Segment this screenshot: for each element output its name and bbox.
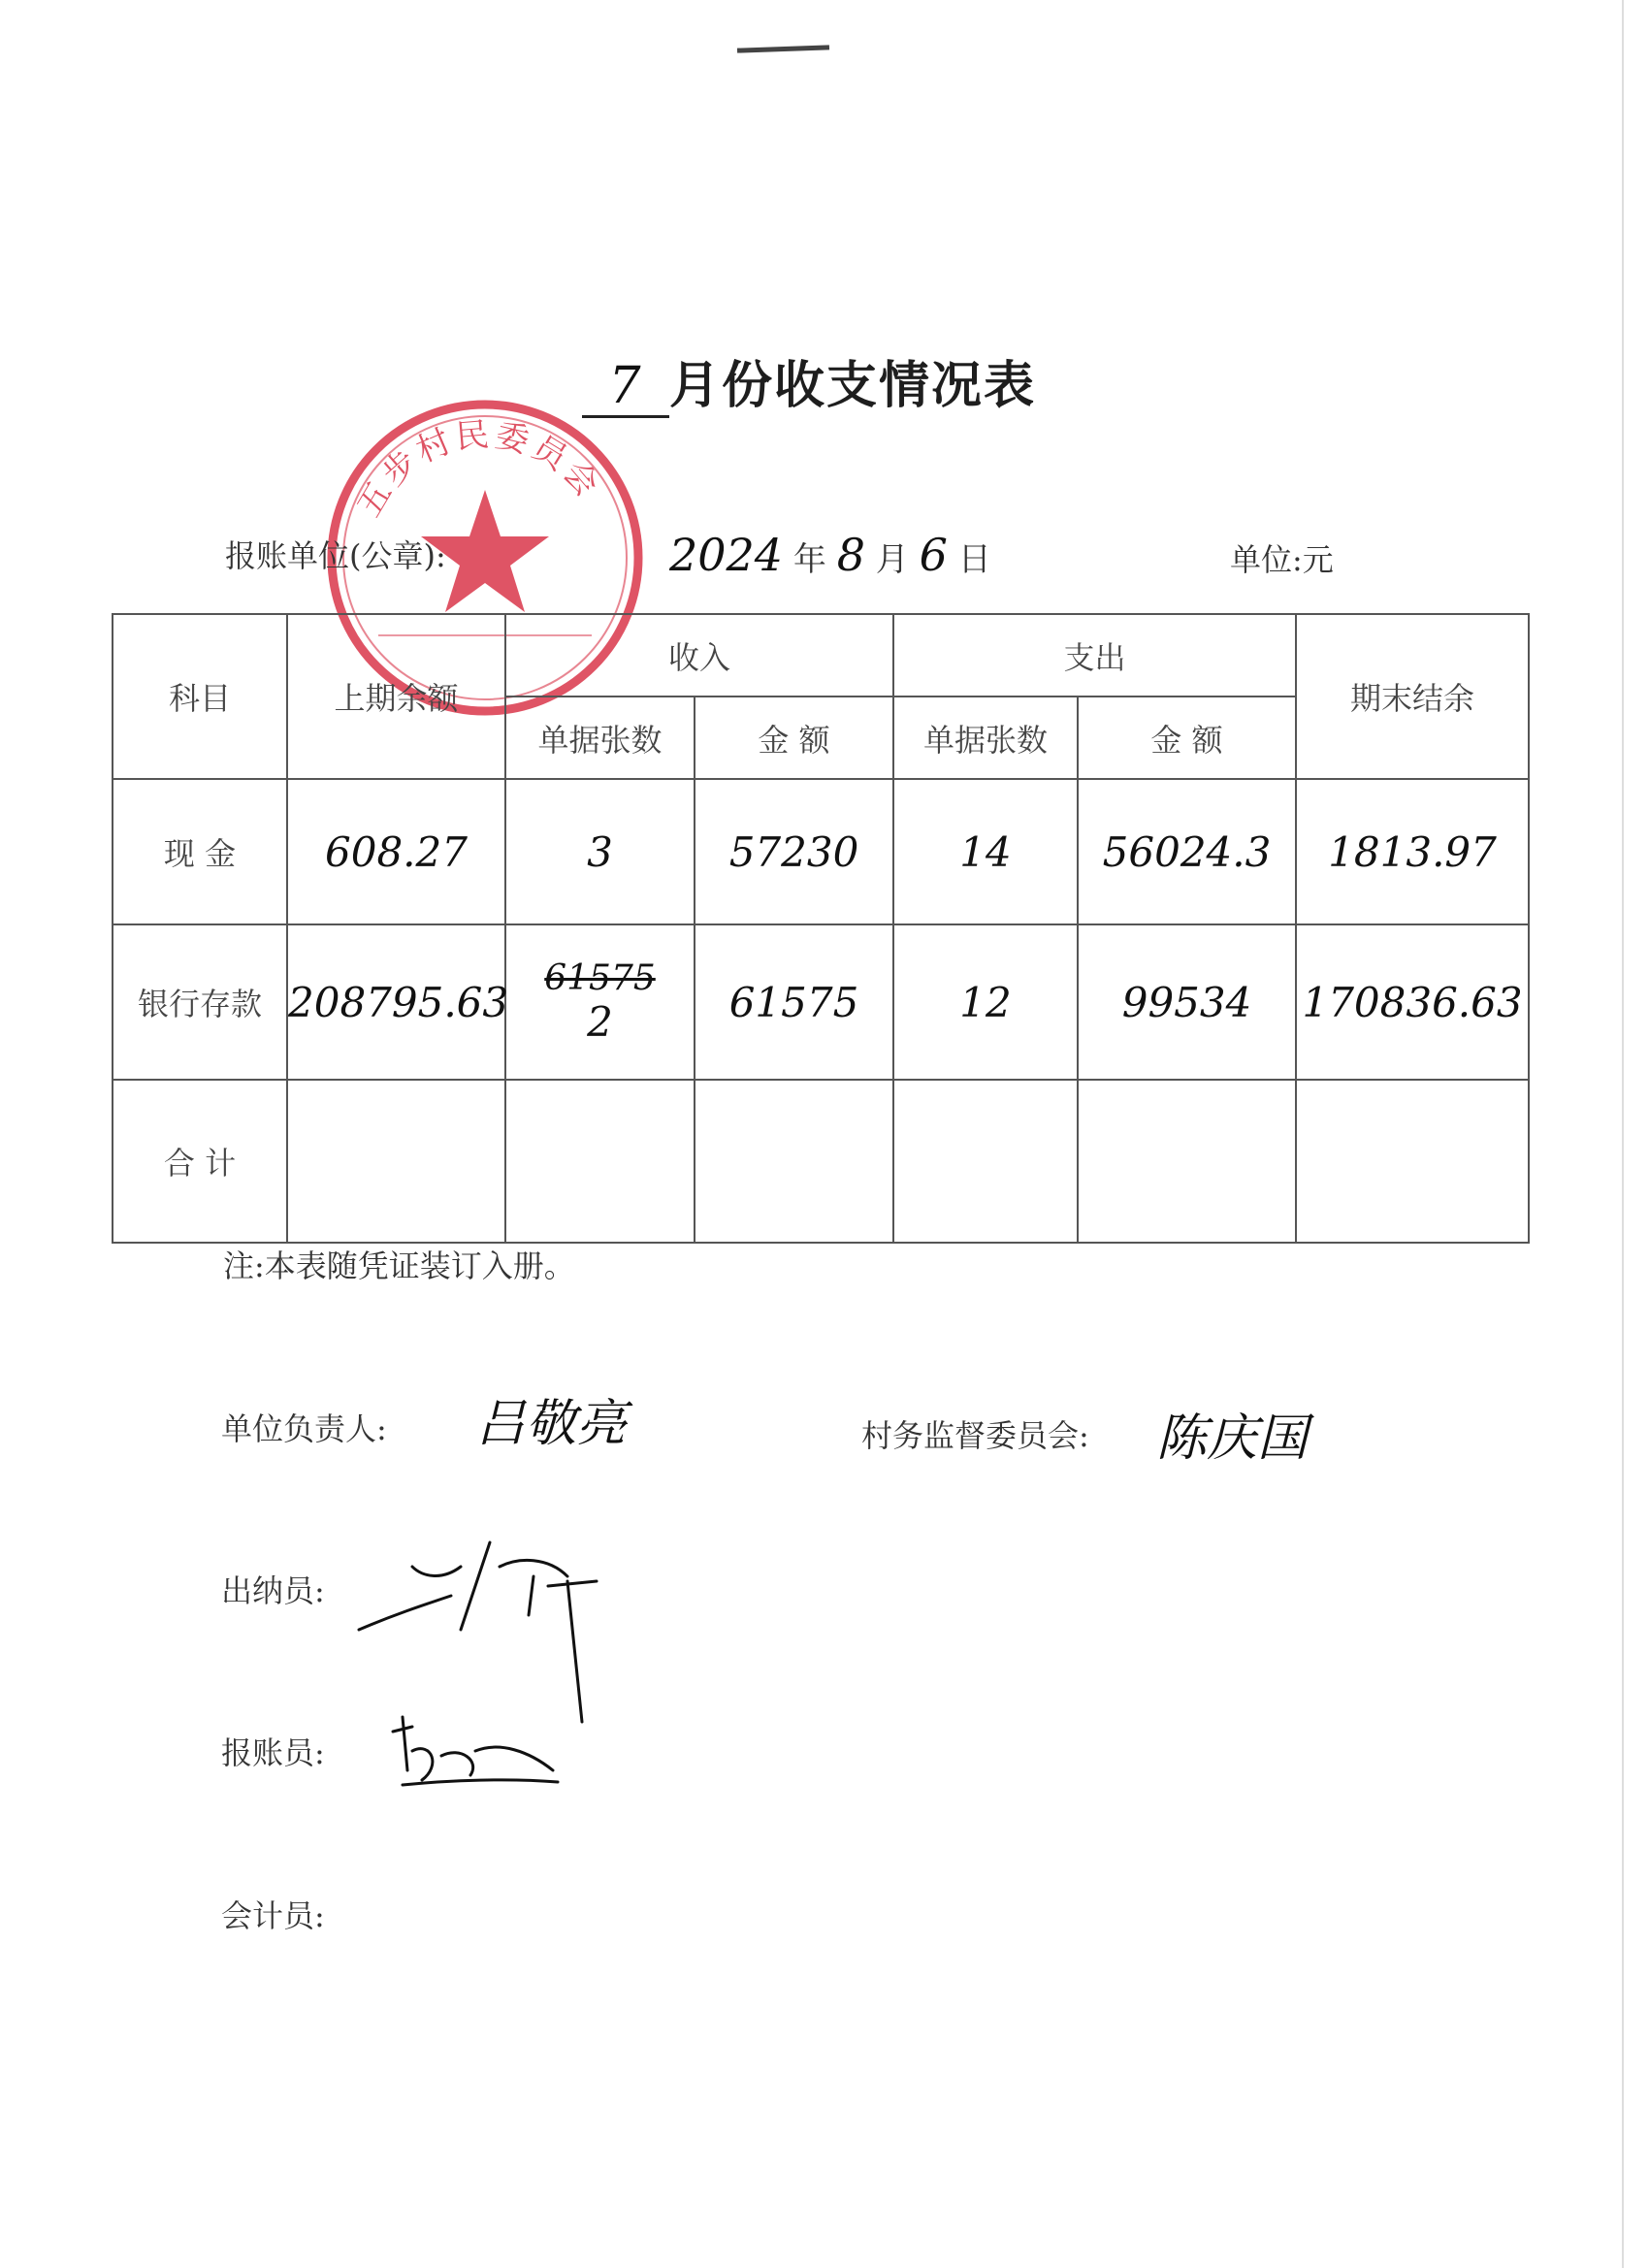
corrected-value: 2 (587, 998, 613, 1046)
date-month: 8 (836, 529, 865, 581)
date-day: 6 (919, 529, 948, 581)
reporting-unit-label: 报账单位(公章): (225, 537, 446, 574)
row-subject: 银行存款 (113, 924, 287, 1080)
cell-previous-balance (287, 1080, 505, 1243)
cell-ending-balance: 1813.97 (1296, 779, 1529, 924)
row-subject: 合 计 (113, 1080, 287, 1243)
title-text: 月份收支情况表 (669, 357, 1037, 415)
cell-income-count: 3 (505, 779, 695, 924)
cell-previous-balance: 208795.63 (287, 924, 505, 1080)
scan-artifact-line (737, 45, 829, 52)
supervision-committee-signature: 陈庆国 (1156, 1409, 1309, 1468)
unit-head-label: 单位负责人: (221, 1410, 387, 1447)
binding-note: 注:本表随凭证装订入册。 (223, 1247, 575, 1284)
header-previous-balance: 上期余额 (287, 614, 505, 779)
header-income-amount: 金 额 (695, 697, 893, 779)
cell-income-amount (695, 1080, 893, 1243)
unit-head-signature: 吕敬亮 (475, 1395, 628, 1453)
struck-value: 61575 (544, 958, 656, 998)
reimburser-signature (383, 1712, 567, 1799)
row-subject: 现 金 (113, 779, 287, 924)
cell-expense-amount: 99534 (1078, 924, 1296, 1080)
table-row-bank (113, 924, 1529, 1080)
income-expense-table (112, 613, 1530, 1244)
header-ending-balance: 期末结余 (1296, 614, 1529, 779)
currency-unit-label: 单位:元 (1230, 541, 1334, 578)
page-title (582, 344, 1036, 418)
cell-income-amount: 57230 (695, 779, 893, 924)
table-row-cash (113, 779, 1529, 924)
reimburser-label: 报账员: (221, 1734, 325, 1771)
table-row-total (113, 1080, 1529, 1243)
cell-expense-amount: 56024.3 (1078, 779, 1296, 924)
header-subject: 科目 (113, 614, 287, 779)
header-income-count: 单据张数 (505, 697, 695, 779)
cell-expense-amount (1078, 1080, 1296, 1243)
date-day-unit: 日 (957, 540, 991, 579)
cell-income-amount: 61575 (695, 924, 893, 1080)
cashier-signature (354, 1538, 626, 1732)
cell-income-count (505, 1080, 695, 1243)
accountant-label: 会计员: (221, 1897, 325, 1934)
header-expense: 支出 (893, 614, 1296, 697)
cell-ending-balance (1296, 1080, 1529, 1243)
cell-previous-balance: 608.27 (287, 779, 505, 924)
title-month: 7 (582, 357, 669, 418)
cashier-label: 出纳员: (221, 1572, 325, 1609)
cell-expense-count (893, 1080, 1078, 1243)
cell-expense-count: 12 (893, 924, 1078, 1080)
supervision-committee-label: 村务监督委员会: (861, 1417, 1089, 1454)
cell-expense-count: 14 (893, 779, 1078, 924)
cell-income-count (505, 924, 695, 1080)
page-edge (1622, 0, 1624, 2268)
header-expense-amount: 金 额 (1078, 697, 1296, 779)
date-month-unit: 月 (875, 540, 909, 579)
seal-text: 五步村民委员会 (349, 414, 609, 524)
header-expense-count: 单据张数 (893, 697, 1078, 779)
date-year-unit: 年 (792, 540, 826, 579)
date-year: 2024 (669, 529, 784, 581)
report-date (669, 529, 991, 581)
header-income: 收入 (505, 614, 893, 697)
cell-ending-balance: 170836.63 (1296, 924, 1529, 1080)
